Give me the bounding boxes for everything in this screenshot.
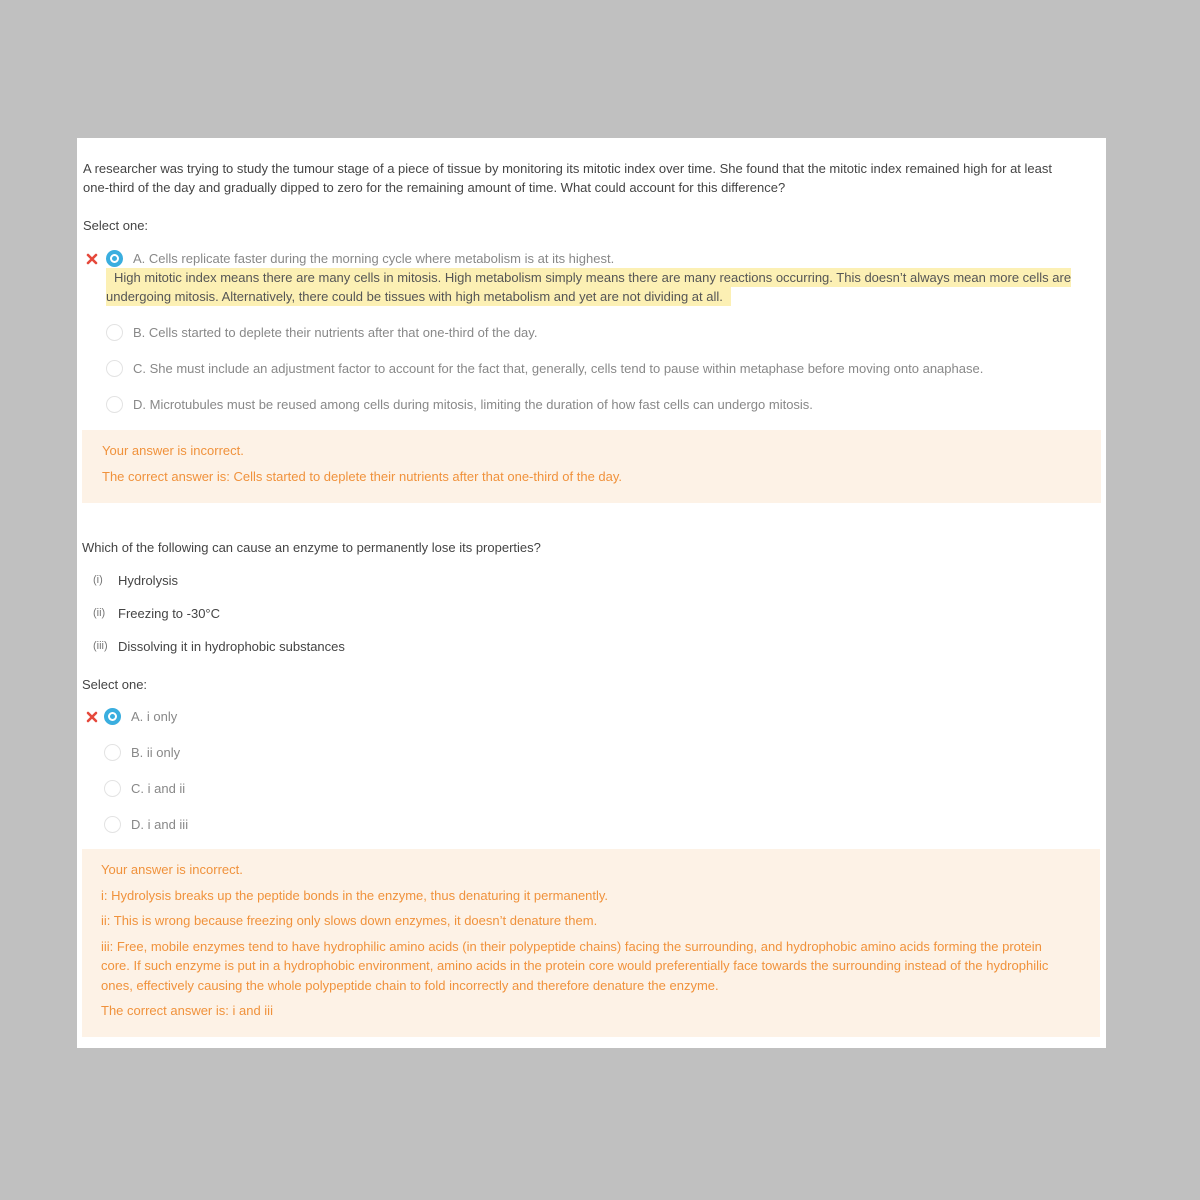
statement-numeral: (ii) <box>93 607 106 619</box>
statement-numeral: (i) <box>93 574 103 586</box>
radio-button[interactable] <box>104 744 121 761</box>
option-label: A. i only <box>131 709 178 724</box>
question-text: A researcher was trying to study the tumour stage of a piece of tissue by monitoring its mitotic index over time. She found that the mitotic index remained high for at least one-third of the day and gradually dipped to zero for the remaining amount of time. What could account for this difference? <box>83 161 1052 195</box>
statement-text: Hydrolysis <box>118 573 178 588</box>
radio-button[interactable] <box>106 250 123 267</box>
radio-button[interactable] <box>106 396 123 413</box>
select-one-label: Select one: <box>83 218 149 233</box>
radio-button[interactable] <box>104 816 121 833</box>
option-a[interactable] <box>77 249 1106 268</box>
feedback-status: Your answer is incorrect. <box>102 443 244 458</box>
explanation-highlight: High mitotic index means there are many cells in mitosis. High metabolism simply means there are many reactions occurring. This doesn’t always mean more cells are undergoing mitosis. Alternatively, there could be tissues with high metabolism and yet are not dividing at all. <box>106 270 1072 304</box>
feedback-status: Your answer is incorrect. <box>101 862 243 877</box>
statement-item <box>77 637 677 656</box>
correct-answer-text: The correct answer is: i and iii <box>101 1003 273 1018</box>
question-text: Which of the following can cause an enzyme to permanently lose its properties? <box>82 540 541 555</box>
option-d[interactable] <box>77 815 1106 834</box>
answer-explanation <box>106 268 1101 306</box>
radio-button[interactable] <box>104 780 121 797</box>
radio-button[interactable] <box>106 360 123 377</box>
statement-text: Dissolving it in hydrophobic substances <box>118 639 345 654</box>
option-a[interactable] <box>77 707 1106 726</box>
radio-button[interactable] <box>106 324 123 341</box>
option-label: B. Cells started to deplete their nutrients after that one-third of the day. <box>133 325 538 340</box>
option-c[interactable] <box>77 779 1106 798</box>
select-one-label: Select one: <box>82 677 148 692</box>
quiz-review-panel <box>77 138 1106 1048</box>
option-label: D. Microtubules must be reused among cells during mitosis, limiting the duration of how fast cells can undergo mitosis. <box>133 397 813 412</box>
correct-answer-text: The correct answer is: Cells started to deplete their nutrients after that one-third of the day. <box>102 468 623 484</box>
incorrect-cross-icon <box>86 711 98 723</box>
statement-text: Freezing to -30°C <box>118 606 221 621</box>
option-d[interactable] <box>77 395 1106 414</box>
option-b[interactable] <box>77 323 1106 342</box>
feedback-explanation: ii: This is wrong because freezing only slows down enzymes, it doesn’t denature them. <box>101 913 598 928</box>
feedback-box <box>82 430 1101 503</box>
statement-item <box>77 604 677 623</box>
incorrect-cross-icon <box>86 253 98 265</box>
option-label: B. ii only <box>131 745 181 760</box>
statement-numeral: (iii) <box>93 640 108 652</box>
statement-item <box>77 571 677 590</box>
option-label: C. i and ii <box>131 781 186 796</box>
question-2 <box>77 528 1106 1048</box>
radio-button[interactable] <box>104 708 121 725</box>
feedback-explanation: i: Hydrolysis breaks up the peptide bonds in the enzyme, thus denaturing it permanently. <box>101 887 609 903</box>
option-b[interactable] <box>77 743 1106 762</box>
option-label: D. i and iii <box>131 817 189 832</box>
feedback-explanation: iii: Free, mobile enzymes tend to have hydrophilic amino acids (in their polypeptide chains) facing the surrounding, and hydrophobic amino acids forming the protein core. If such enzyme is put in a hydrophobic environment, amino acids in the protein core would preferentially face towards the surrounding instead of the hydrophilic ones, effectively causing the whole polypeptide chain to fold incorrectly and therefore denature the enzyme. <box>101 938 1049 993</box>
option-c[interactable] <box>77 359 1106 378</box>
feedback-box <box>82 849 1100 1037</box>
question-1 <box>77 138 1106 518</box>
option-label: A. Cells replicate faster during the morning cycle where metabolism is at its highest. <box>133 251 615 266</box>
option-label: C. She must include an adjustment factor to account for the fact that, generally, cells tend to pause within metaphase before moving onto anaphase. <box>133 361 984 376</box>
